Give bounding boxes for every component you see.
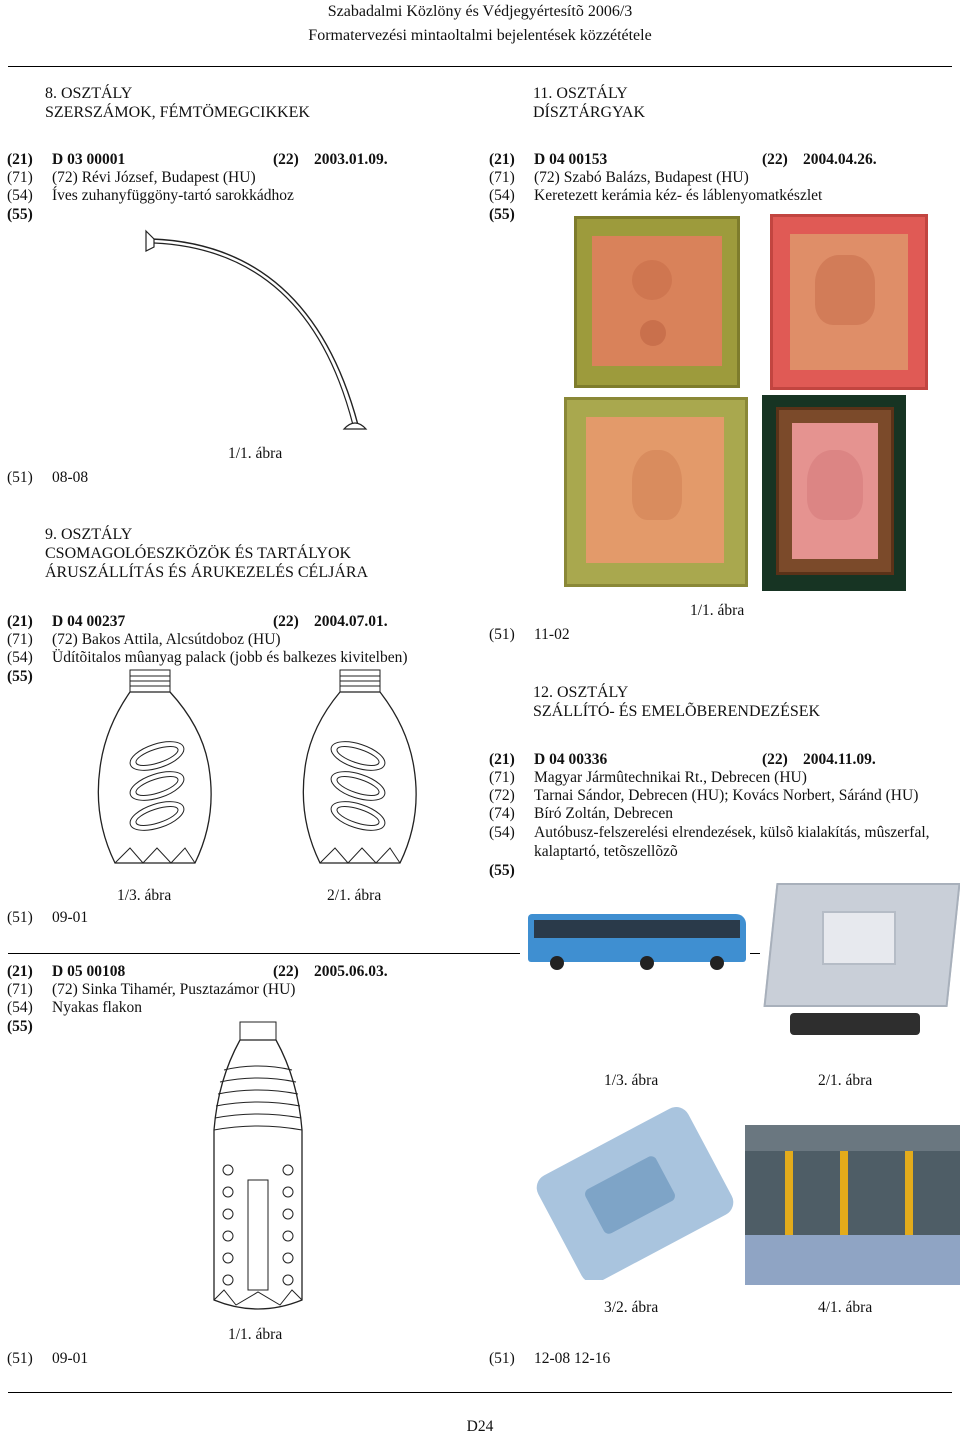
entry2-figure1-caption: 1/3. ábra bbox=[117, 887, 172, 904]
frame-photo-pink-bottom bbox=[762, 395, 906, 591]
roof-vent-photo bbox=[520, 1095, 740, 1280]
r-entry2-figure1-caption: 1/3. ábra bbox=[604, 1072, 659, 1089]
r-entry2-figure3-caption: 3/2. ábra bbox=[604, 1299, 659, 1316]
curtain-rod-drawing bbox=[140, 225, 380, 440]
bus-interior-photo bbox=[745, 1125, 960, 1285]
frame-photo-olive-top bbox=[562, 210, 752, 392]
class8-number: 8. OSZTÁLY bbox=[45, 85, 133, 102]
entry2-figure2-caption: 2/1. ábra bbox=[327, 887, 382, 904]
r-entry1-holder: (71) (72) Szabó Balázs, Budapest (HU) bbox=[489, 169, 749, 186]
entry1-date-line: (22) 2003.01.09. bbox=[273, 151, 388, 168]
class9-title-line2: ÁRUSZÁLLÍTÁS ÉS ÁRUKEZELÉS CÉLJÁRA bbox=[45, 564, 369, 581]
r-entry2-holder: (71) Magyar Jármûtechnikai Rt., Debrecen (HU) bbox=[489, 769, 807, 786]
entry2-app-line: (21) D 04 00237 bbox=[7, 613, 126, 630]
class11-title: DÍSZTÁRGYAK bbox=[533, 104, 645, 121]
frame-photo-olive-bottom bbox=[562, 395, 752, 591]
page-number: D24 bbox=[466, 1418, 494, 1435]
neck-bottle-drawing bbox=[200, 1020, 320, 1320]
journal-title: Szabadalmi Közlöny és Védjegyértesítõ 2006/3 bbox=[327, 3, 633, 20]
entry2-holder: (71) (72) Bakos Attila, Alcsútdoboz (HU) bbox=[7, 631, 281, 648]
r-entry2-figure-code: (55) bbox=[489, 862, 515, 879]
section-title: Formatervezési mintaoltalmi bejelentések közzététele bbox=[308, 27, 652, 44]
r-entry1-figure-code: (55) bbox=[489, 206, 515, 223]
r-entry2-agent: (74) Bíró Zoltán, Debrecen bbox=[489, 805, 674, 822]
bottle-drawing-right bbox=[290, 668, 430, 883]
entry3-title: (54) Nyakas flakon bbox=[7, 999, 142, 1016]
class9-number: 9. OSZTÁLY bbox=[45, 526, 133, 543]
entry1-date: 2003.01.09. bbox=[314, 151, 388, 168]
entry1-holder: (71) (72) Révi József, Budapest (HU) bbox=[7, 169, 256, 186]
class8-title: SZERSZÁMOK, FÉMTÖMEGCIKKEK bbox=[45, 104, 310, 121]
r-entry2-class: (51) 12-08 12-16 bbox=[489, 1350, 611, 1367]
class11-number: 11. OSZTÁLY bbox=[533, 85, 628, 102]
entry3-figure-code: (55) bbox=[7, 1018, 33, 1035]
header-rule bbox=[8, 66, 952, 67]
entry2-title: (54) Üdítõitalos mûanyag palack (jobb és balkezes kivitelben) bbox=[7, 649, 408, 666]
r-entry2-figure2-caption: 2/1. ábra bbox=[818, 1072, 873, 1089]
r-entry2-title-line2: kalaptartó, tetõszellõzõ bbox=[534, 843, 678, 860]
r-entry1-title: (54) Keretezett kerámia kéz- és láblenyomatkészlet bbox=[489, 187, 823, 204]
class12-number: 12. OSZTÁLY bbox=[533, 684, 629, 701]
bus-exterior-photo bbox=[520, 880, 750, 975]
entry3-holder: (71) (72) Sinka Tihamér, Pusztazámor (HU) bbox=[7, 981, 296, 998]
entry2-class: (51) 09-01 bbox=[7, 909, 89, 926]
r-entry1-app-line: (21) D 04 00153 bbox=[489, 151, 608, 168]
entry2-figure-code: (55) bbox=[7, 668, 33, 685]
entry1-figure-caption: 1/1. ábra bbox=[228, 445, 283, 462]
r-entry2-title-line1: (54) Autóbusz-felszerelési elrendezések, külsõ kialakítás, mûszerfal, bbox=[489, 824, 930, 841]
r-entry2-figure4-caption: 4/1. ábra bbox=[818, 1299, 873, 1316]
entry1-app-line: (21) D 03 00001 bbox=[7, 151, 126, 168]
r-entry2-app-line: (21) D 04 00336 bbox=[489, 751, 608, 768]
entry1-class: (51) 08-08 bbox=[7, 469, 89, 486]
entry2-date-line: (22) 2004.07.01. bbox=[273, 613, 388, 630]
entry3-figure-caption: 1/1. ábra bbox=[228, 1326, 283, 1343]
r-entry1-date-line: (22) 2004.04.26. bbox=[762, 151, 877, 168]
r-entry2-designers: (72) Tarnai Sándor, Debrecen (HU); Kovács Norbert, Sáránd (HU) bbox=[489, 787, 919, 804]
entry3-date-line: (22) 2005.06.03. bbox=[273, 963, 388, 980]
bottle-drawing-left bbox=[85, 668, 225, 883]
entry3-class: (51) 09-01 bbox=[7, 1350, 89, 1367]
footer-rule bbox=[8, 1392, 952, 1393]
frame-photo-red-top bbox=[770, 210, 930, 392]
r-entry1-figure-caption: 1/1. ábra bbox=[690, 602, 745, 619]
entry1-title: (54) Íves zuhanyfüggöny-tartó sarokkádhoz bbox=[7, 187, 294, 204]
r-entry2-date-line: (22) 2004.11.09. bbox=[762, 751, 876, 768]
entry1-figure-code: (55) bbox=[7, 206, 33, 223]
entry3-app-line: (21) D 05 00108 bbox=[7, 963, 126, 980]
entry1-app-number: D 03 00001 bbox=[52, 151, 126, 168]
class12-title: SZÁLLÍTÓ- ÉS EMELÕBERENDEZÉSEK bbox=[533, 703, 821, 720]
class9-title-line1: CSOMAGOLÓESZKÖZÖK ÉS TARTÁLYOK bbox=[45, 545, 352, 562]
hat-rack-photo bbox=[760, 873, 960, 1045]
r-entry1-class: (51) 11-02 bbox=[489, 626, 570, 643]
